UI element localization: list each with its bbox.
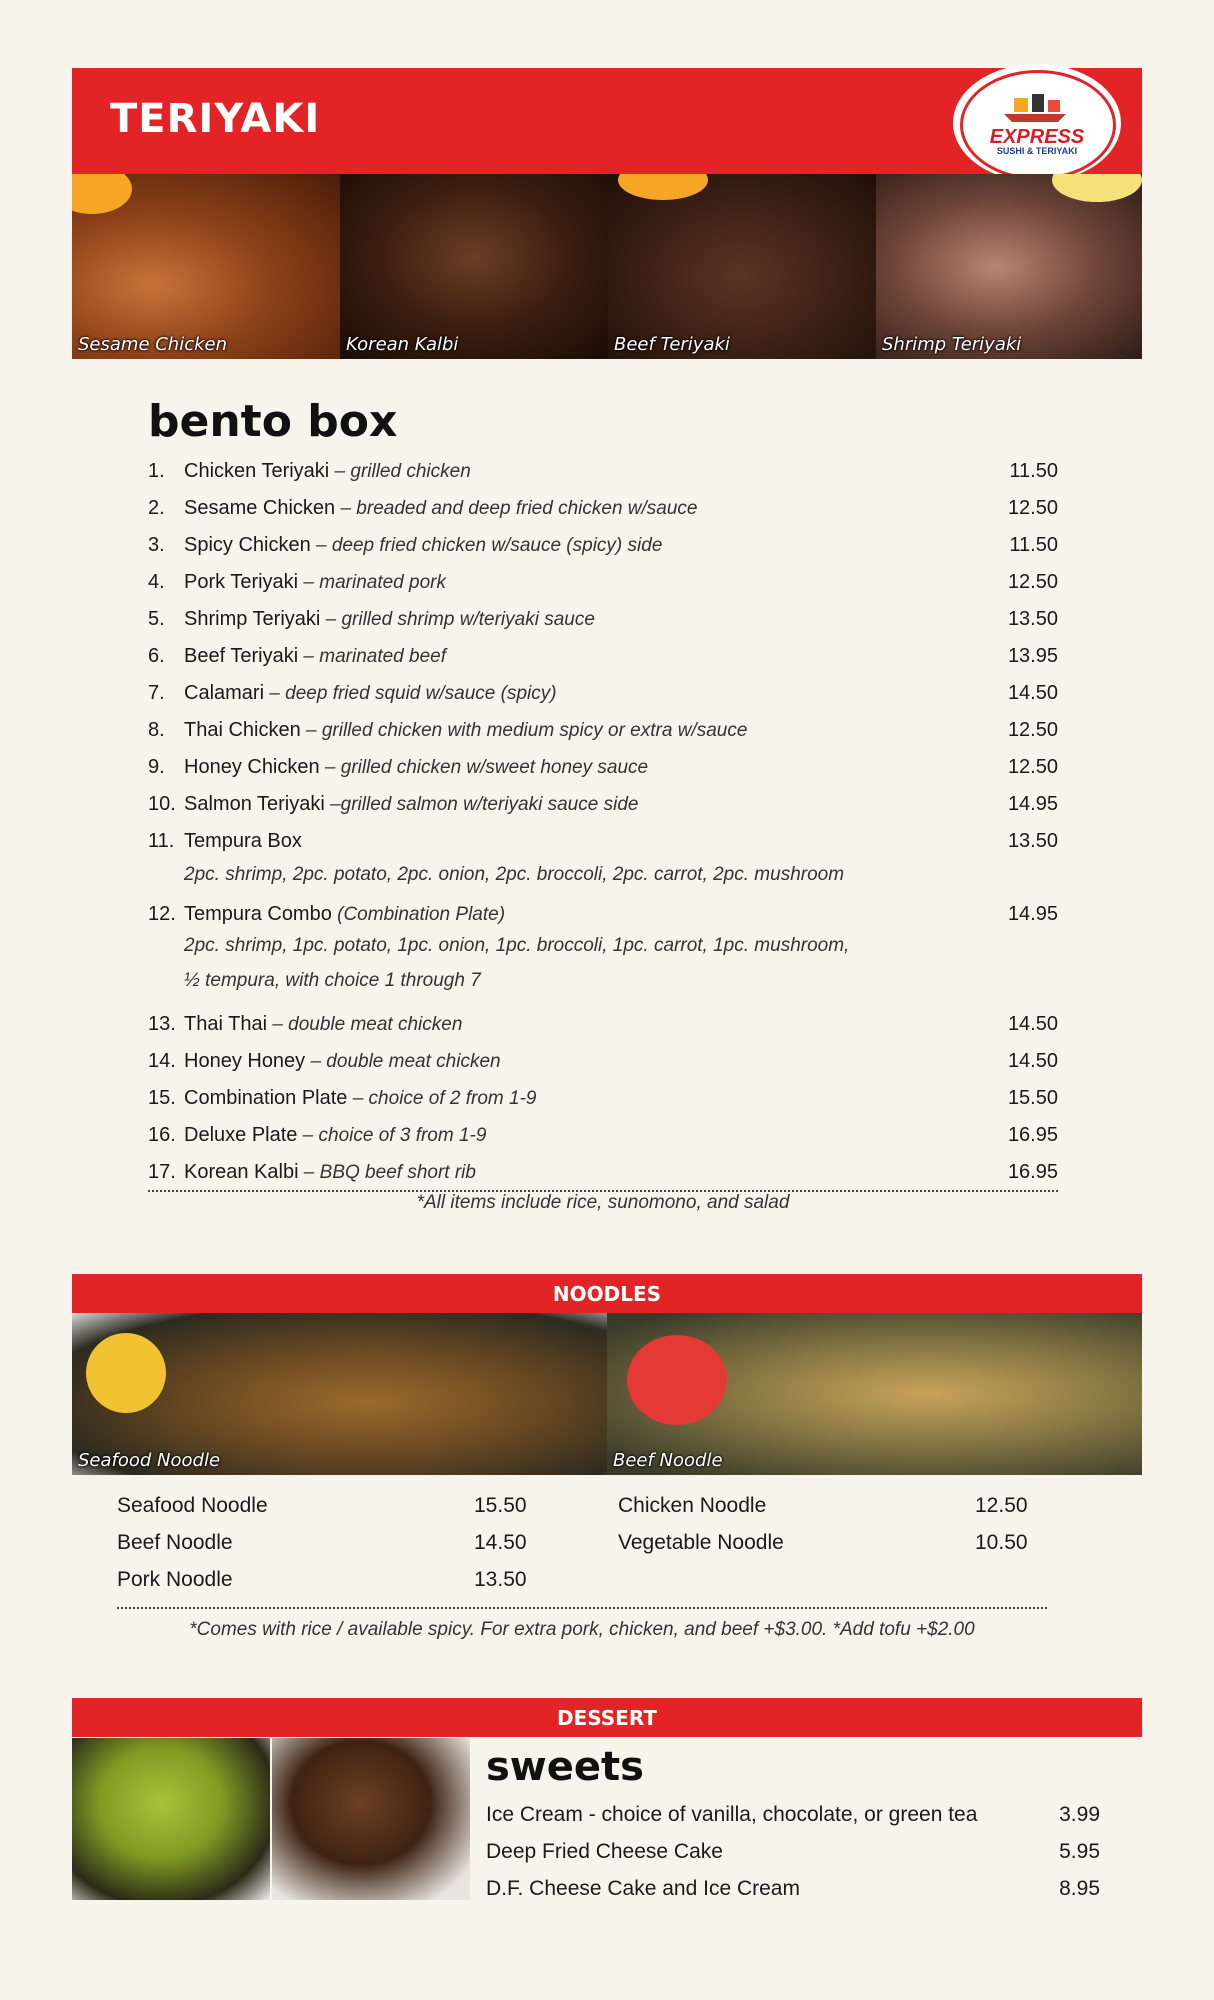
bento-item-label (184, 1087, 536, 1110)
bento-item-number: 17. (148, 1161, 176, 1183)
lemon-icon (86, 1333, 166, 1413)
bento-item-number: 4. (148, 571, 165, 593)
bento-item-price: 15.50 (1007, 1087, 1058, 1109)
bento-item (148, 1124, 1058, 1154)
bento-item-number: 14. (148, 1050, 176, 1072)
bento-item (148, 756, 1058, 786)
bento-item-label (184, 719, 747, 742)
bento-item-number: 6. (148, 645, 165, 667)
bento-item (148, 534, 1058, 564)
bento-item-name: Tempura Combo (184, 903, 332, 925)
bento-item (148, 1013, 1058, 1043)
bento-item-name: Combination Plate (184, 1087, 348, 1109)
photo-caption: Beef Teriyaki (614, 334, 730, 355)
bento-item-label (184, 534, 662, 557)
bento-item-number: 7. (148, 682, 165, 704)
bento-item (148, 1050, 1058, 1080)
bento-item-label (184, 903, 505, 926)
bento-item-description: –grilled salmon w/teriyaki sauce side (324, 794, 639, 815)
bento-item-number: 2. (148, 497, 165, 519)
bento-item (148, 571, 1058, 601)
bento-item-number: 5. (148, 608, 165, 630)
bento-item-description: – deep fried chicken w/sauce (spicy) side (310, 535, 663, 556)
noodle-item-price: 12.50 (975, 1494, 1028, 1517)
bento-item-price: 12.50 (1007, 497, 1058, 519)
dessert-item (486, 1803, 1100, 1833)
beef-teriyaki-photo (608, 174, 876, 359)
bento-item-number: 8. (148, 719, 165, 741)
bento-item-label (184, 497, 698, 520)
noodle-item-name: Beef Noodle (117, 1531, 233, 1554)
green-tea-ice-cream-photo (72, 1738, 270, 1900)
tempura-combo-detail-2: ½ tempura, with choice 1 through 7 (184, 970, 481, 991)
teriyaki-title: TERIYAKI (110, 96, 321, 142)
tempura-combo-detail-1: 2pc. shrimp, 1pc. potato, 1pc. onion, 1pc. broccoli, 1pc. carrot, 1pc. mushroom, (184, 935, 850, 956)
bento-item-price: 12.50 (1007, 571, 1058, 593)
bento-item-label (184, 645, 446, 668)
sweets-title: sweets (486, 1744, 644, 1790)
dessert-item-price: 3.99 (1059, 1803, 1100, 1826)
shrimp-teriyaki-photo (876, 174, 1142, 359)
bento-item-label (184, 1050, 501, 1073)
bento-item-description: (Combination Plate) (331, 904, 506, 925)
bento-item-description: – grilled chicken w/sweet honey sauce (319, 757, 649, 778)
bento-item-description: – grilled chicken with medium spicy or extra w/sauce (300, 720, 748, 741)
dessert-item-name: Ice Cream - choice of vanilla, chocolate, or green tea (486, 1803, 978, 1826)
bento-item (148, 903, 1058, 933)
bento-item-price: 13.50 (1007, 830, 1058, 852)
bento-item-label (184, 756, 648, 779)
orange-slice-icon (72, 174, 132, 214)
bento-item-name: Tempura Box (184, 830, 302, 852)
noodle-item-name: Seafood Noodle (117, 1494, 268, 1517)
logo-express-text: EXPRESS (989, 126, 1085, 148)
bento-item-name: Sesame Chicken (184, 497, 336, 519)
bento-item-name: Korean Kalbi (184, 1161, 299, 1183)
bento-item-description: – BBQ beef short rib (298, 1162, 476, 1183)
bento-item-price: 14.95 (1007, 903, 1058, 925)
logo-subtitle-text: SUSHI & TERIYAKI (996, 146, 1078, 156)
noodle-item-price: 14.50 (474, 1531, 527, 1554)
tempura-box-detail: 2pc. shrimp, 2pc. potato, 2pc. onion, 2pc. broccoli, 2pc. carrot, 2pc. mushroom (184, 864, 845, 885)
bento-note: *All items include rice, sunomono, and salad (416, 1192, 790, 1213)
photo-caption: Sesame Chicken (78, 334, 228, 355)
bento-item-name: Pork Teriyaki (184, 571, 299, 593)
sushi-boat-icon (1000, 88, 1070, 124)
bento-item-label (184, 830, 302, 853)
bento-item-number: 1. (148, 460, 165, 482)
bento-item (148, 608, 1058, 638)
dessert-item-name: D.F. Cheese Cake and Ice Cream (486, 1877, 800, 1900)
bento-item (148, 793, 1058, 823)
bento-item-number: 3. (148, 534, 165, 556)
bento-item-label (184, 571, 446, 594)
noodle-item-price: 15.50 (474, 1494, 527, 1517)
bento-item-description: – marinated beef (298, 646, 447, 667)
bento-item (148, 682, 1058, 712)
dessert-item (486, 1840, 1100, 1870)
bento-item-price: 13.50 (1007, 608, 1058, 630)
noodles-divider (117, 1607, 1047, 1609)
bento-box-title: bento box (148, 396, 398, 447)
korean-kalbi-photo (340, 174, 608, 359)
bento-item-name: Calamari (184, 682, 265, 704)
bento-item (148, 1087, 1058, 1117)
seafood-noodle-photo (72, 1313, 607, 1475)
bento-item-price: 14.50 (1007, 1050, 1058, 1072)
bento-item (148, 830, 1058, 860)
beef-noodle-photo (607, 1313, 1142, 1475)
noodle-item-name: Pork Noodle (117, 1568, 233, 1591)
bento-item (148, 497, 1058, 527)
bento-item-price: 12.50 (1007, 719, 1058, 741)
dessert-item-price: 8.95 (1059, 1877, 1100, 1900)
bento-item-description: – deep fried squid w/sauce (spicy) (264, 683, 557, 704)
noodle-item-price: 10.50 (975, 1531, 1028, 1554)
dessert-band-label: DESSERT (557, 1706, 657, 1730)
bento-item-description: – marinated pork (298, 572, 446, 593)
bento-item-name: Honey Honey (184, 1050, 306, 1072)
photo-caption: Shrimp Teriyaki (882, 334, 1022, 355)
lemon-slice-icon (1052, 174, 1142, 202)
photo-caption: Seafood Noodle (78, 1450, 221, 1471)
bento-item-name: Salmon Teriyaki (184, 793, 325, 815)
bento-item-label (184, 1013, 462, 1036)
dessert-item (486, 1877, 1100, 1907)
tomato-rose-icon (627, 1335, 727, 1425)
bento-item-label (184, 608, 595, 631)
bento-item-name: Honey Chicken (184, 756, 320, 778)
photo-caption: Korean Kalbi (346, 334, 459, 355)
dessert-item-name: Deep Fried Cheese Cake (486, 1840, 723, 1863)
bento-item-number: 11. (148, 830, 175, 852)
orange-slice-icon (618, 174, 708, 200)
bento-item-description: – grilled chicken (329, 461, 471, 482)
bento-item-price: 16.95 (1007, 1161, 1058, 1183)
photo-caption: Beef Noodle (613, 1450, 723, 1471)
bento-item-label (184, 1124, 486, 1147)
bento-item-description: – choice of 3 from 1-9 (297, 1125, 487, 1146)
bento-item-number: 9. (148, 756, 165, 778)
bento-item-price: 16.95 (1007, 1124, 1058, 1146)
bento-item-price: 14.50 (1007, 1013, 1058, 1035)
bento-item-number: 10. (148, 793, 176, 815)
bento-item-label (184, 682, 557, 705)
bento-item-label (184, 460, 471, 483)
bento-item-number: 15. (148, 1087, 176, 1109)
bento-item-price: 14.50 (1007, 682, 1058, 704)
sesame-chicken-photo (72, 174, 340, 359)
bento-item (148, 1161, 1058, 1191)
noodle-item-name: Chicken Noodle (618, 1494, 767, 1517)
bento-item-description: – breaded and deep fried chicken w/sauce (335, 498, 698, 519)
bento-item-price: 12.50 (1007, 756, 1058, 778)
bento-item-name: Thai Chicken (184, 719, 301, 741)
bento-item-price: 11.50 (1009, 460, 1058, 482)
bento-item-description: – double meat chicken (305, 1051, 501, 1072)
noodle-item-name: Vegetable Noodle (618, 1531, 784, 1554)
bento-item-name: Thai Thai (184, 1013, 268, 1035)
bento-item-name: Chicken Teriyaki (184, 460, 330, 482)
bento-item-description: – grilled shrimp w/teriyaki sauce (320, 609, 595, 630)
bento-item-name: Deluxe Plate (184, 1124, 298, 1146)
bento-item-price: 11.50 (1009, 534, 1058, 556)
bento-item-description: – choice of 2 from 1-9 (347, 1088, 537, 1109)
noodles-note: *Comes with rice / available spicy. For extra pork, chicken, and beef +$3.00. *Add tofu +$2.00 (189, 1619, 975, 1640)
bento-item-number: 13. (148, 1013, 176, 1035)
bento-item-name: Shrimp Teriyaki (184, 608, 321, 630)
bento-item (148, 645, 1058, 675)
bento-item-price: 13.95 (1007, 645, 1058, 667)
logo-ring (960, 70, 1116, 180)
bento-item (148, 719, 1058, 749)
bento-item-number: 16. (148, 1124, 176, 1146)
bento-item-name: Spicy Chicken (184, 534, 311, 556)
dessert-item-price: 5.95 (1059, 1840, 1100, 1863)
bento-item-label (184, 1161, 476, 1184)
bento-item-number: 12. (148, 903, 176, 925)
bento-item (148, 460, 1058, 490)
bento-item-description: – double meat chicken (267, 1014, 463, 1035)
noodles-band-label: NOODLES (552, 1282, 662, 1306)
bento-item-name: Beef Teriyaki (184, 645, 299, 667)
bento-item-label (184, 793, 638, 816)
chocolate-ice-cream-photo (272, 1738, 470, 1900)
bento-item-price: 14.95 (1007, 793, 1058, 815)
noodle-item-price: 13.50 (474, 1568, 527, 1591)
